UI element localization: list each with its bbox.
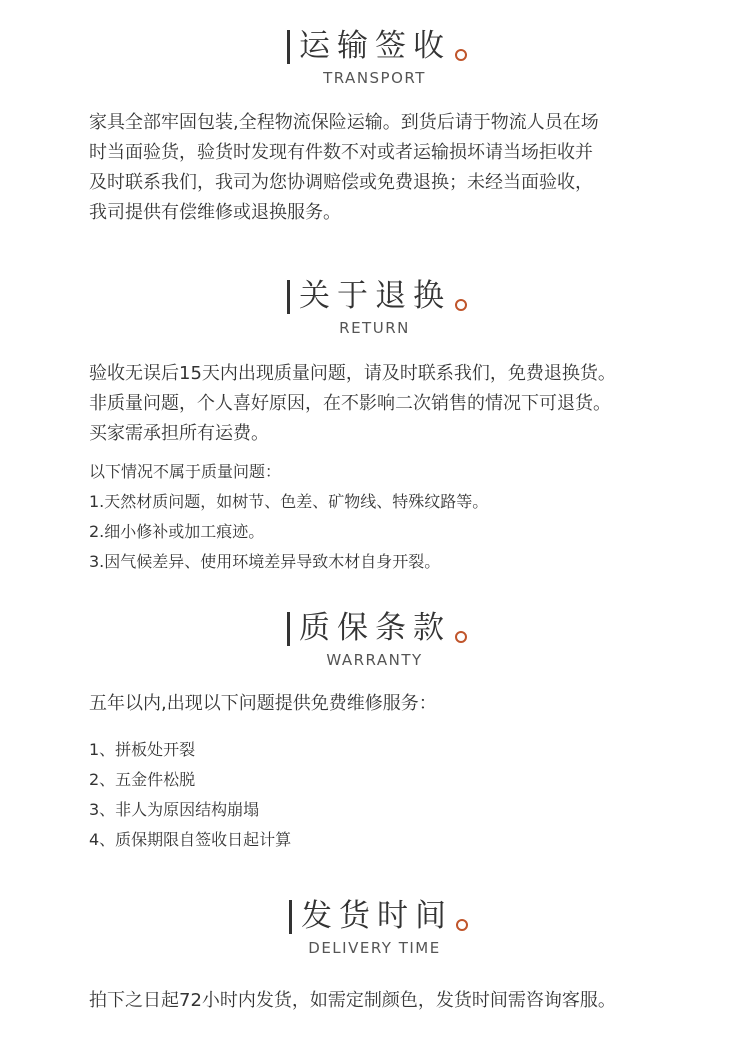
return-line: 验收无误后15天内出现质量问题，请及时联系我们，免费退换货。 xyxy=(89,363,616,384)
warranty-item: 4、质保期限自签收日起计算 xyxy=(89,830,292,849)
warranty-list xyxy=(89,735,689,855)
transport-line: 我司提供有偿维修或退换服务。 xyxy=(89,202,341,223)
delivery-subtitle: DELIVERY TIME xyxy=(308,939,441,957)
warranty-subtitle: WARRANTY xyxy=(326,651,423,669)
circle-dot-icon xyxy=(455,631,467,643)
warranty-item: 1、拼板处开裂 xyxy=(89,740,196,759)
return-note: 2.细小修补或加工痕迹。 xyxy=(89,522,265,541)
circle-dot-icon xyxy=(456,919,468,931)
return-note: 以下情况不属于质量问题： xyxy=(89,462,282,481)
return-notes xyxy=(89,457,689,577)
delivery-title: 发货时间 xyxy=(301,898,453,934)
return-note: 1.天然材质问题，如树节、色差、矿物线、特殊纹路等。 xyxy=(89,492,489,511)
return-heading xyxy=(0,280,749,340)
circle-dot-icon xyxy=(455,299,467,311)
transport-line: 时当面验货，验货时发现有件数不对或者运输损坏请当场拒收并 xyxy=(89,142,593,163)
warranty-intro-block xyxy=(89,689,689,719)
transport-text xyxy=(89,108,689,228)
warranty-intro: 五年以内,出现以下问题提供免费维修服务： xyxy=(89,693,437,714)
heading-bar xyxy=(287,612,290,646)
heading-bar xyxy=(287,30,290,64)
warranty-item: 3、非人为原因结构崩塌 xyxy=(89,800,260,819)
heading-bar xyxy=(287,280,290,314)
delivery-heading xyxy=(0,900,749,960)
return-subtitle: RETURN xyxy=(339,319,410,337)
return-line: 买家需承担所有运费。 xyxy=(89,423,269,444)
return-line: 非质量问题，个人喜好原因，在不影响二次销售的情况下可退货。 xyxy=(89,393,611,414)
warranty-heading xyxy=(0,612,749,672)
return-note: 3.因气候差异、使用环境差异导致木材自身开裂。 xyxy=(89,552,441,571)
return-text xyxy=(89,359,689,449)
transport-line: 及时联系我们，我司为您协调赔偿或免费退换；未经当面验收， xyxy=(89,172,593,193)
delivery-text xyxy=(89,986,689,1016)
transport-subtitle: TRANSPORT xyxy=(323,69,426,87)
transport-title: 运输签收 xyxy=(299,28,451,64)
warranty-title: 质保条款 xyxy=(299,610,451,646)
transport-heading xyxy=(0,30,749,90)
circle-dot-icon xyxy=(455,49,467,61)
heading-bar xyxy=(289,900,292,934)
transport-line: 家具全部牢固包装,全程物流保险运输。到货后请于物流人员在场 xyxy=(89,112,599,133)
delivery-line: 拍下之日起72小时内发货，如需定制颜色，发货时间需咨询客服。 xyxy=(89,990,616,1011)
return-title: 关于退换 xyxy=(299,278,451,314)
warranty-item: 2、五金件松脱 xyxy=(89,770,196,789)
